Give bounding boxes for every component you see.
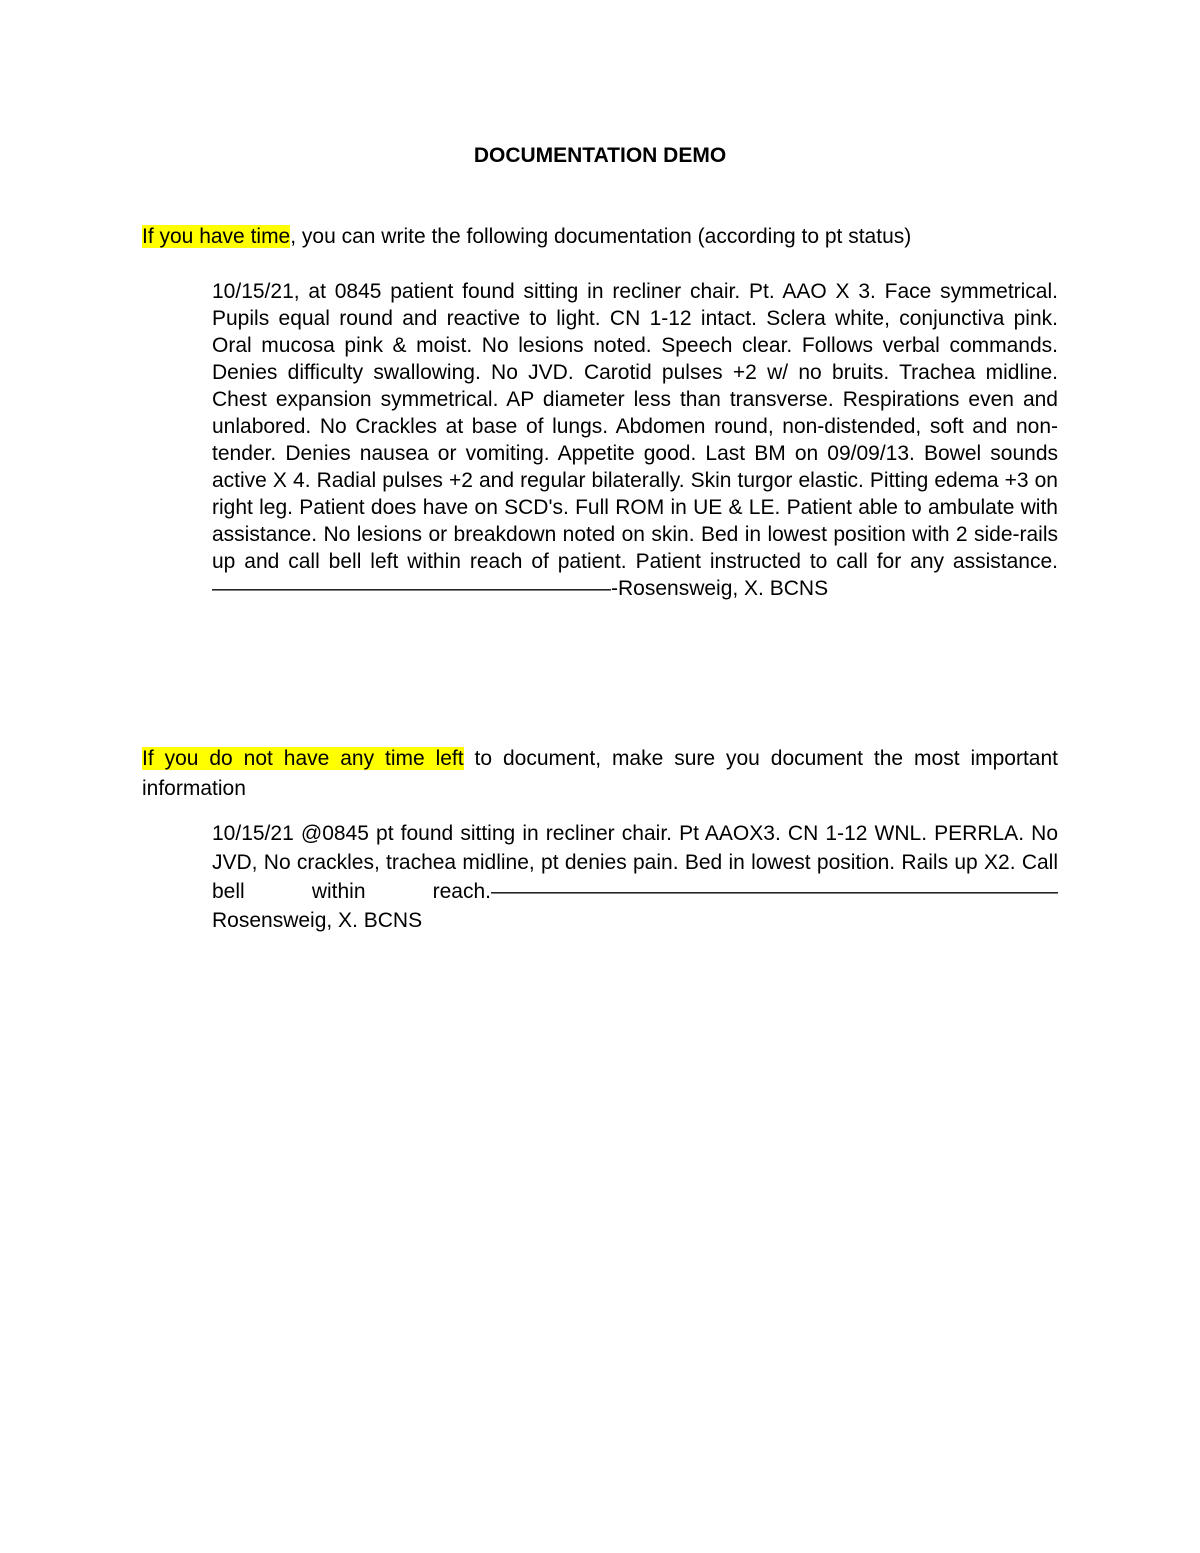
document-title: DOCUMENTATION DEMO [473, 144, 727, 167]
section-2-intro [142, 744, 1058, 804]
section-1-intro-text: , you can write the following documentation (according to pt status) [290, 225, 912, 248]
section-1-intro [142, 222, 1058, 252]
section-1-note: 10/15/21, at 0845 patient found sitting in recliner chair. Pt. AAO X 3. Face symmetrical. Pupils equal round and reactive to light. CN 1-12 intact. Sclera white, conjunctiva pink. Oral mucosa pink & moist. No lesions noted. Speech clear. Follows verbal commands. Denies difficulty swallowing. No JVD. Carotid pulses +2 w/ no bruits. Trachea midline. Chest expansion symmetrical. AP diameter less than transverse. Respirations even and unlabored. No Crackles at base of lungs. Abdomen round, non-distended, soft and non-tender. Denies nausea or vomiting. Appetite good. Last BM on 09/09/13. Bowel sounds active X 4. Radial pulses +2 and regular bilaterally. Skin turgor elastic. Pitting edema +3 on right leg. Patient does have on SCD's. Full ROM in UE & LE. Patient able to ambulate with assistance. No lesions or breakdown noted on skin. Bed in lowest position with 2 side-rails up and call bell left within reach of patient. Patient instructed to call for any assistance.———————————————————-Rosensweig, X. BCNS [212, 280, 1058, 600]
section-2-highlight: If you do not have any time left [142, 747, 464, 770]
section-2-note: 10/15/21 @0845 pt found sitting in recliner chair. Pt AAOX3. CN 1-12 WNL. PERRLA. No JVD, No crackles, trachea midline, pt denies pain. Bed in lowest position. Rails up X2. Call bell within reach.——————————————————————————— Rosensweig, X. BCNS [212, 822, 1058, 932]
section-2-intro-text: to document, make sure you document the most important information [142, 747, 1058, 800]
section-1-highlight: If you have time [142, 225, 291, 248]
